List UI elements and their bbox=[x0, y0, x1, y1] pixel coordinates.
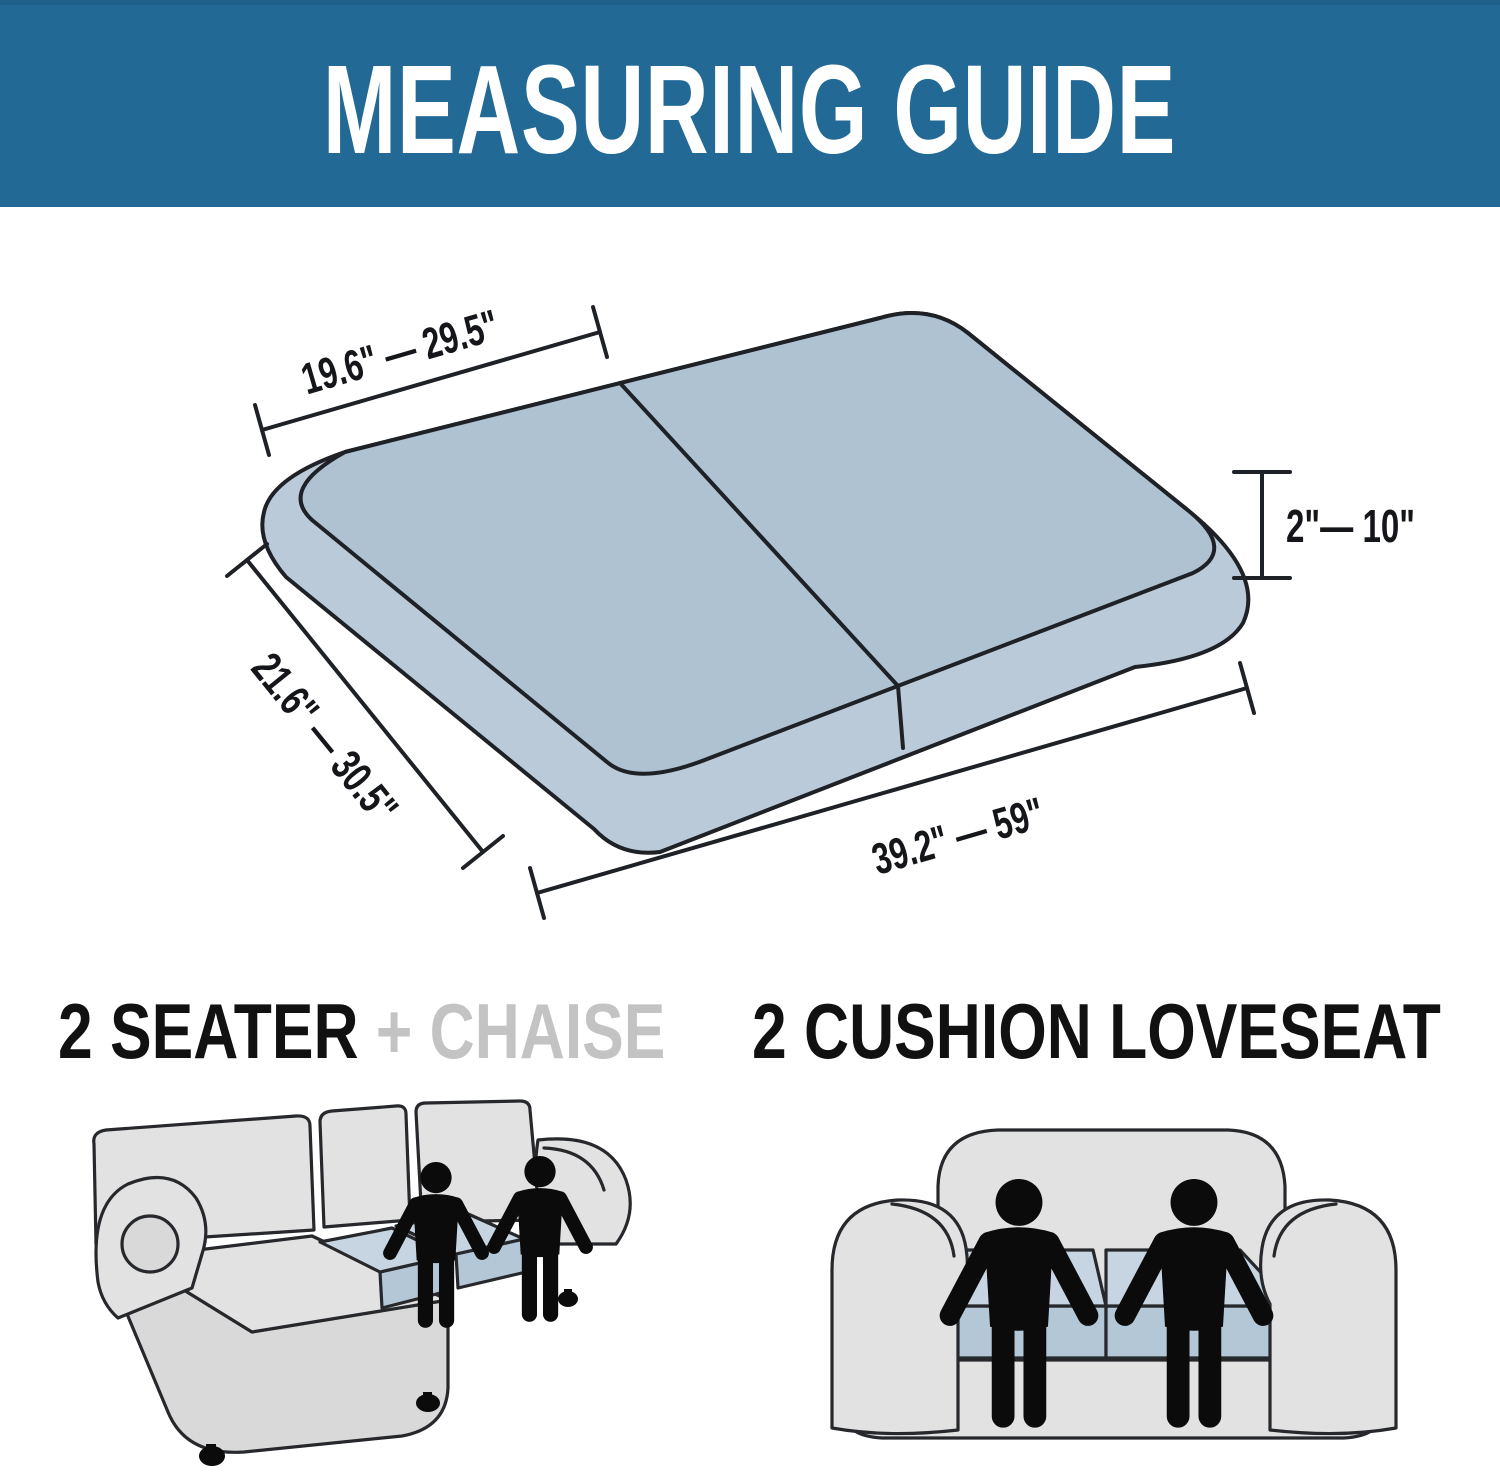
section-title-right bbox=[752, 987, 1500, 1075]
dim-label-thickness: 2"— 10" bbox=[1286, 501, 1415, 553]
loveseat-illustration bbox=[788, 1098, 1440, 1475]
title-2-seater: 2 SEATER bbox=[58, 987, 359, 1075]
cushion-top-face bbox=[301, 313, 1215, 774]
page-title: MEASURING GUIDE bbox=[323, 38, 1177, 180]
header-band bbox=[0, 0, 1500, 207]
dim-label-depth: 21.6" — 30.5" bbox=[241, 644, 408, 833]
dim-label-length: 39.2" — 59" bbox=[866, 788, 1050, 885]
loveseat-arm-right bbox=[1261, 1200, 1396, 1434]
title-2-cushion-loveseat: 2 CUSHION LOVESEAT bbox=[752, 987, 1441, 1075]
sectional-sofa-illustration bbox=[52, 1092, 696, 1477]
title-plus-chaise: + CHAISE bbox=[358, 987, 666, 1075]
dim-label-segment-width: 19.6" — 29.5" bbox=[296, 300, 505, 405]
cushion-diagram bbox=[0, 230, 1500, 930]
dimension-line-thickness bbox=[1234, 472, 1290, 578]
cushion-drawing bbox=[262, 313, 1248, 853]
section-title-left bbox=[58, 987, 817, 1075]
